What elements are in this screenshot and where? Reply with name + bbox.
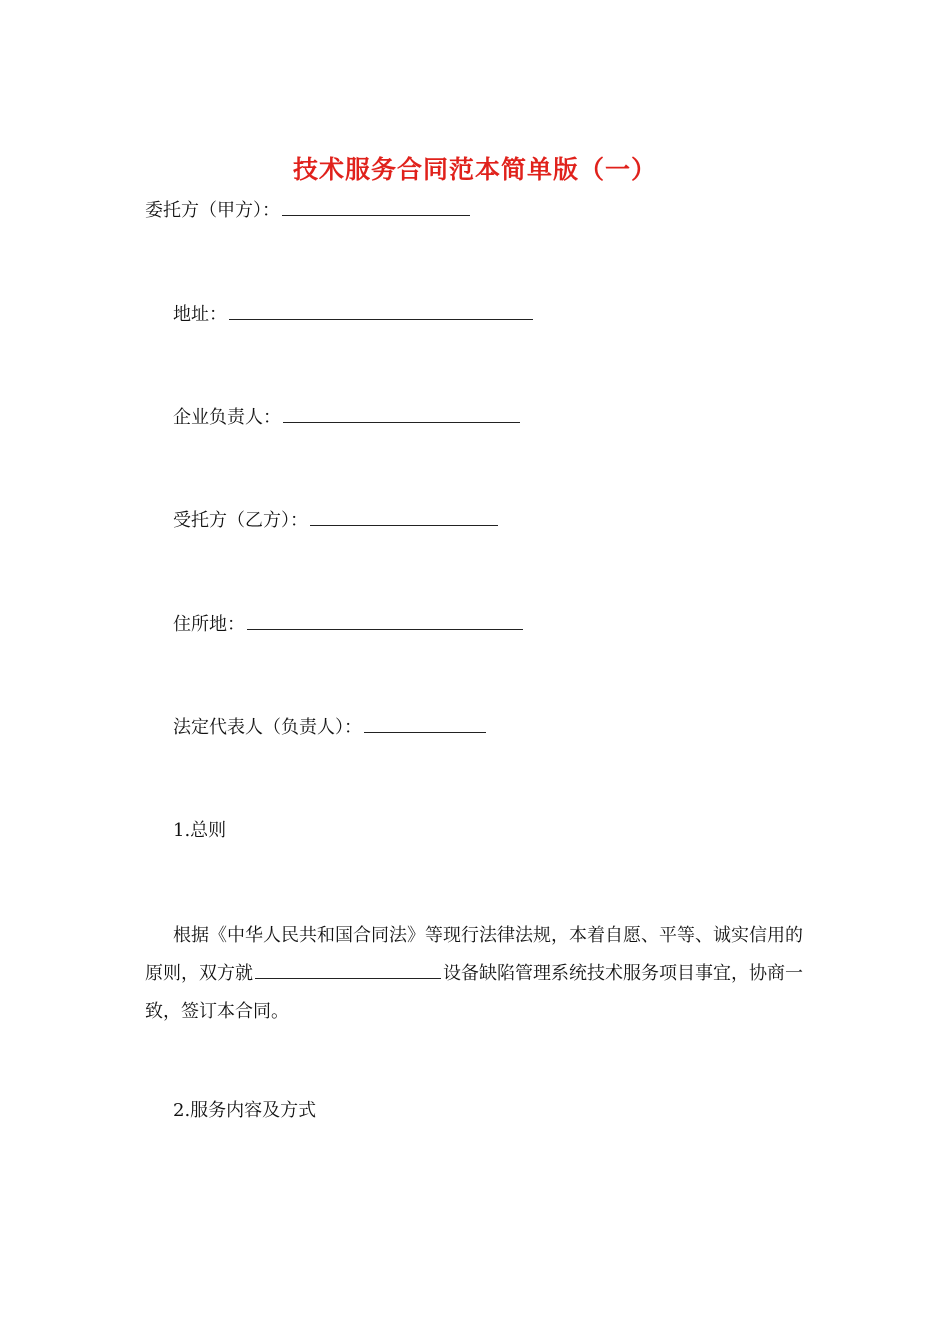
- legal-rep-blank[interactable]: [364, 714, 486, 733]
- client-label: 委托方（甲方）：: [145, 200, 280, 221]
- contractor-field: [173, 507, 498, 535]
- client-field: [145, 197, 470, 225]
- project-name-blank[interactable]: [255, 960, 441, 979]
- general-paragraph: [145, 917, 807, 1031]
- residence-label: 住所地：: [173, 614, 245, 635]
- section-heading-general: 1.总则: [173, 820, 227, 841]
- legal-rep-field: [173, 714, 486, 742]
- document-title: 技术服务合同范本简单版（一）: [292, 155, 657, 184]
- enterprise-head-field: [173, 404, 520, 432]
- general-text-before: 根据《中华人民共和国合同法》等现行法律法规，本着自愿、平等、诚实信用的原则，双方就: [145, 925, 803, 984]
- contractor-blank[interactable]: [310, 507, 498, 526]
- address-field: [173, 301, 533, 329]
- section-heading-service: 2.服务内容及方式: [173, 1100, 317, 1121]
- enterprise-head-label: 企业负责人：: [173, 407, 281, 428]
- address-blank[interactable]: [229, 301, 533, 320]
- address-label: 地址：: [173, 304, 227, 325]
- legal-rep-label: 法定代表人（负责人）：: [173, 717, 362, 738]
- client-blank[interactable]: [282, 197, 470, 216]
- contractor-label: 受托方（乙方）：: [173, 510, 308, 531]
- residence-field: [173, 611, 523, 639]
- enterprise-head-blank[interactable]: [283, 404, 520, 423]
- general-text-after: 设备缺陷管理系统技术服务项目事宜，协商一致，签订本合同。: [145, 963, 803, 1022]
- residence-blank[interactable]: [247, 611, 523, 630]
